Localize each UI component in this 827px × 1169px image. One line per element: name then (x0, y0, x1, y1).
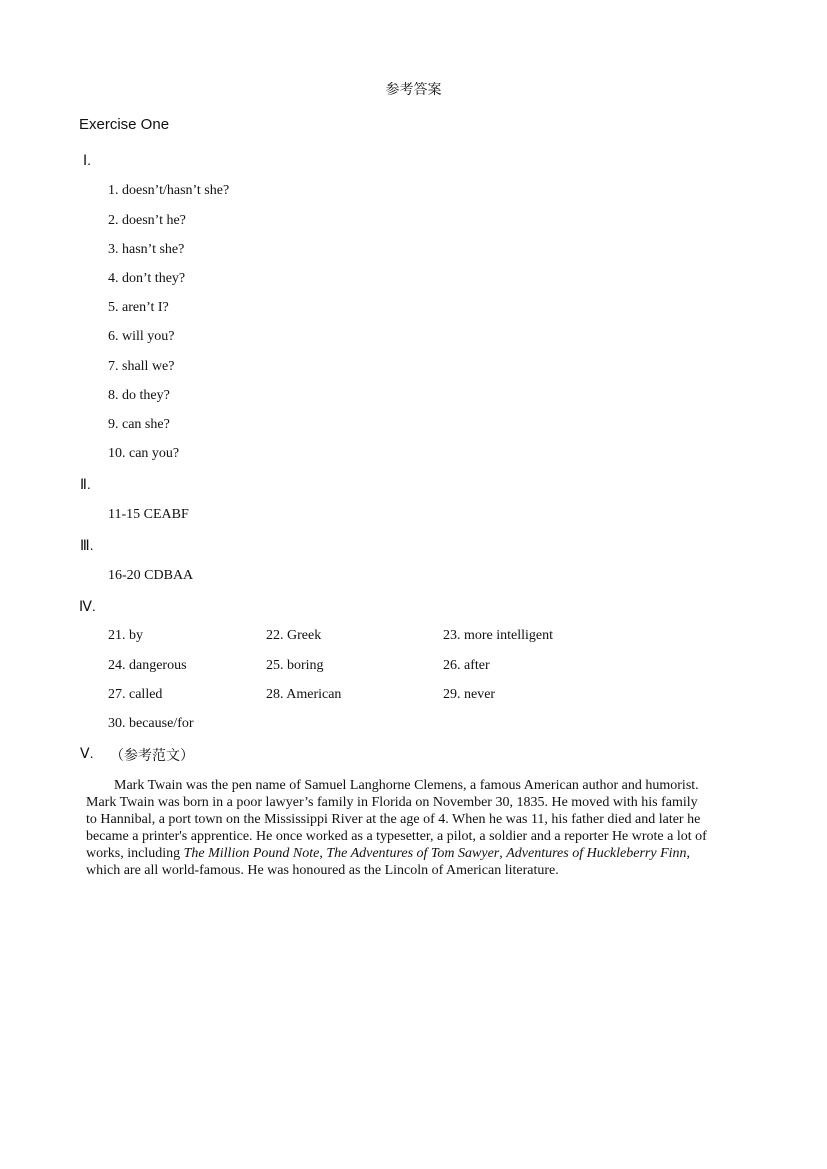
answer-item: 7. shall we? (108, 359, 175, 374)
section-2-label: Ⅱ. (80, 476, 91, 492)
essay-text: works, including (86, 846, 184, 861)
section-4-label: Ⅳ. (79, 598, 96, 614)
answer-item: 2. doesn’t he? (108, 213, 186, 228)
section-3-label: Ⅲ. (80, 537, 94, 553)
answer-item: 4. don’t they? (108, 271, 186, 286)
answer-item: 3. hasn’t she? (108, 242, 185, 257)
essay-line: Mark Twain was the pen name of Samuel Langhorne Clemens, a famous American author and humorist. (114, 778, 699, 793)
answer-item: 25. boring (266, 658, 324, 673)
answer-item: 24. dangerous (108, 658, 187, 673)
answer-item: 21. by (108, 628, 143, 643)
answer-item: 23. more intelligent (443, 628, 554, 643)
answer-item: 6. will you? (108, 329, 175, 344)
book-title: The Adventures of Tom Sawyer (326, 846, 500, 861)
section-2-answer: 11-15 CEABF (108, 507, 189, 522)
section-3-answer: 16-20 CDBAA (108, 568, 194, 583)
model-essay (86, 777, 736, 879)
essay-line (86, 845, 736, 862)
essay-line: which are all world-famous. He was honoured as the Lincoln of American literature. (86, 863, 559, 878)
page-title: 参考答案 (385, 83, 442, 98)
essay-text: , (686, 846, 691, 861)
essay-text: , (499, 846, 507, 861)
answer-item: 10. can you? (108, 446, 180, 461)
answer-item: 28. American (266, 687, 342, 702)
book-title: Adventures of Huckleberry Finn (506, 846, 687, 861)
essay-line: to Hannibal, a port town on the Mississippi River at the age of 4. When he was 11, his father died and later he (86, 812, 701, 827)
answer-item: 5. aren’t I? (108, 300, 169, 315)
section-5-label: Ⅴ. (80, 745, 94, 761)
answer-item: 9. can she? (108, 417, 170, 432)
essay-line: became a printer's apprentice. He once worked as a typesetter, a pilot, a soldier and a reporter He wrote a lot of (86, 829, 707, 844)
essay-text: , (319, 846, 327, 861)
answer-item: 22. Greek (266, 628, 322, 643)
section-1-label: Ⅰ. (83, 152, 92, 168)
book-title: The Million Pound Note (183, 846, 320, 861)
answer-item: 26. after (443, 658, 490, 673)
essay-line: Mark Twain was born in a poor lawyer’s family in Florida on November 30, 1835. He moved with his family (86, 795, 698, 810)
answer-item: 29. never (443, 687, 496, 702)
answer-item: 8. do they? (108, 388, 170, 403)
answer-item: 27. called (108, 687, 163, 702)
answer-item: 1. doesn’t/hasn’t she? (108, 183, 230, 198)
answer-item: 30. because/for (108, 716, 194, 731)
section-5-note: （参考范文） (110, 749, 194, 764)
exercise-heading: Exercise One (79, 116, 170, 133)
